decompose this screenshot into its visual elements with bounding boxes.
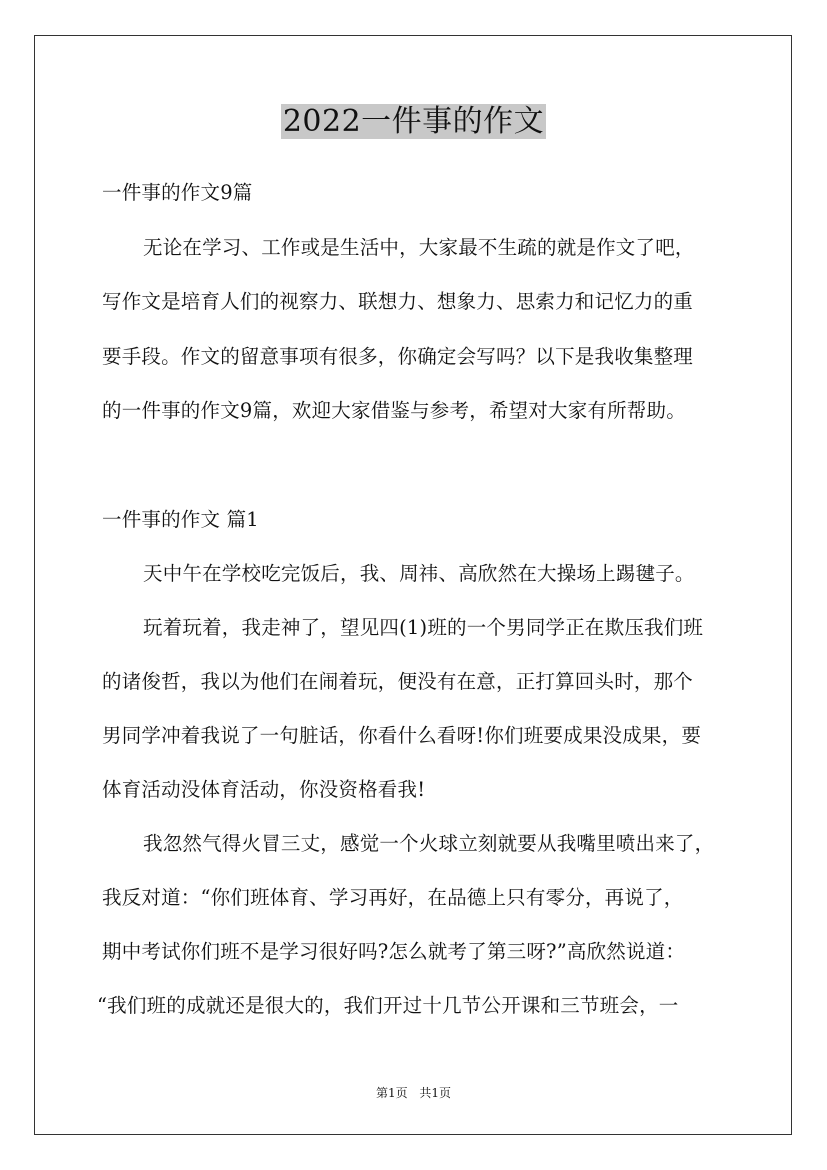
document-title: 2022一件事的作文 (282, 104, 545, 139)
intro-line-2: 写作文是培育人们的视察力、联想力、想象力、思索力和记忆力的重 (102, 290, 694, 313)
body-line-4: 男同学冲着我说了一句脏话，你看什么看呀!你们班要成果没成果，要 (102, 724, 702, 747)
body-line-9: “我们班的成就还是很大的，我们开过十几节公开课和三节班会，一 (97, 994, 679, 1017)
body-line-2: 玩着玩着，我走神了，望见四(1)班的一个男同学正在欺压我们班 (143, 616, 704, 639)
page-footer (0, 1084, 827, 1101)
document-title-wrap (0, 102, 827, 142)
body-line-7: 我反对道：“你们班体育、学习再好，在品德上只有零分，再说了， (102, 886, 684, 909)
subtitle: 一件事的作文9篇 (102, 181, 253, 204)
page-number: 第1页 (375, 1086, 408, 1100)
body-line-6: 我忽然气得火冒三丈，感觉一个火球立刻就要从我嘴里喷出来了， (143, 832, 715, 855)
section-heading: 一件事的作文 篇1 (102, 508, 259, 531)
page-total: 共1页 (419, 1086, 452, 1100)
body-line-5: 体育活动没体育活动，你没资格看我! (102, 778, 426, 801)
body-line-8: 期中考试你们班不是学习很好吗?怎么就考了第三呀?”高欣然说道： (102, 940, 686, 963)
intro-line-3: 要手段。作文的留意事项有很多，你确定会写吗？以下是我收集整理 (102, 345, 694, 368)
body-line-1: 天中午在学校吃完饭后，我、周祎、高欣然在大操场上踢毽子。 (143, 562, 695, 585)
intro-line-1: 无论在学习、工作或是生活中，大家最不生疏的就是作文了吧， (143, 236, 695, 259)
intro-line-4: 的一件事的作文9篇，欢迎大家借鉴与参考，希望对大家有所帮助。 (102, 399, 686, 422)
body-line-3: 的诸俊哲，我以为他们在闹着玩，便没有在意，正打算回头时，那个 (102, 670, 694, 693)
